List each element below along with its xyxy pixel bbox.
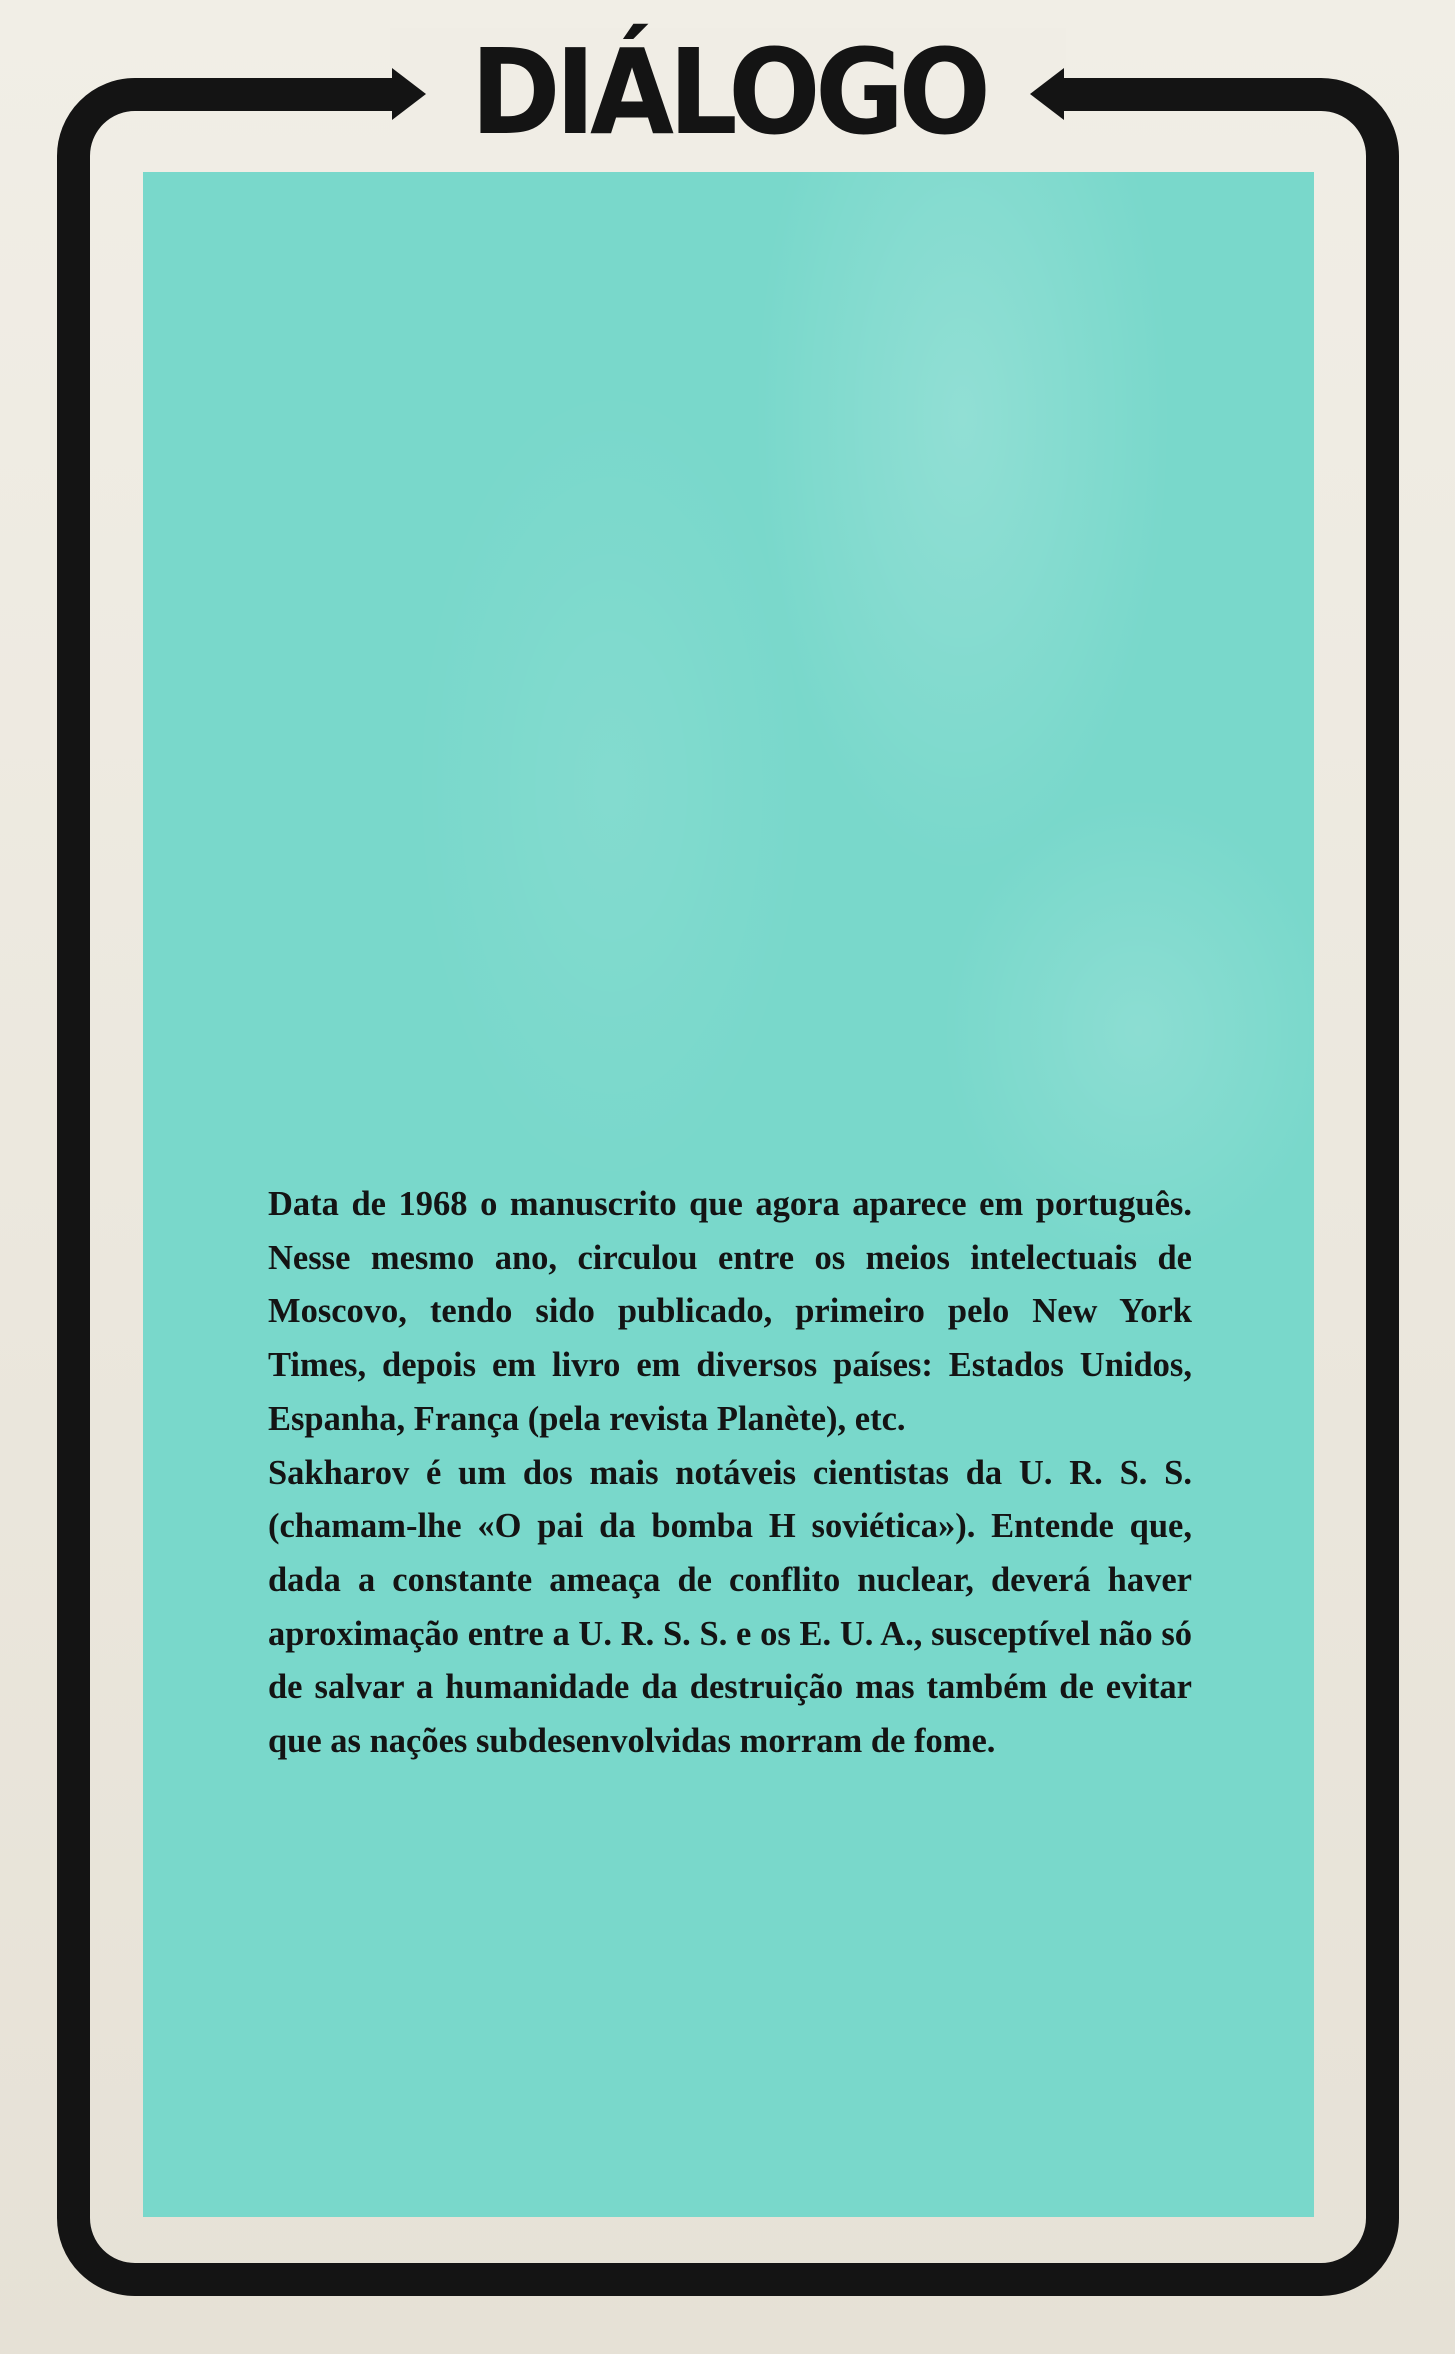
- right-pointing-arrow-icon: [392, 68, 426, 120]
- blurb-text: [268, 1178, 1192, 1769]
- blurb-paragraph-1: Data de 1968 o manuscrito que agora aparece em português. Nesse mesmo ano, circulou entre os meios intelectuais de Moscovo, tendo sido publicado, primeiro pelo New York Times, depois em livro em diversos países: Estados Unidos, Espanha, França (pela revista Planète), etc.: [268, 1185, 1192, 1438]
- series-title: DIÁLOGO: [470, 23, 986, 161]
- left-arrow-line: [300, 78, 400, 111]
- blurb-paragraph-2: Sakharov é um dos mais notáveis cientistas da U. R. S. S. (chamam-lhe «O pai da bomba H soviética»). Entende que, dada a constante ameaça de conflito nuclear, deverá haver aproximação entre a U. R. S. S. e os E. U. A., susceptível não só de salvar a humanidade da destruição mas também de evitar que as nações subdesenvolvidas morram de fome.: [268, 1453, 1192, 1761]
- left-pointing-arrow-icon: [1030, 68, 1064, 120]
- right-arrow-line: [1056, 78, 1156, 111]
